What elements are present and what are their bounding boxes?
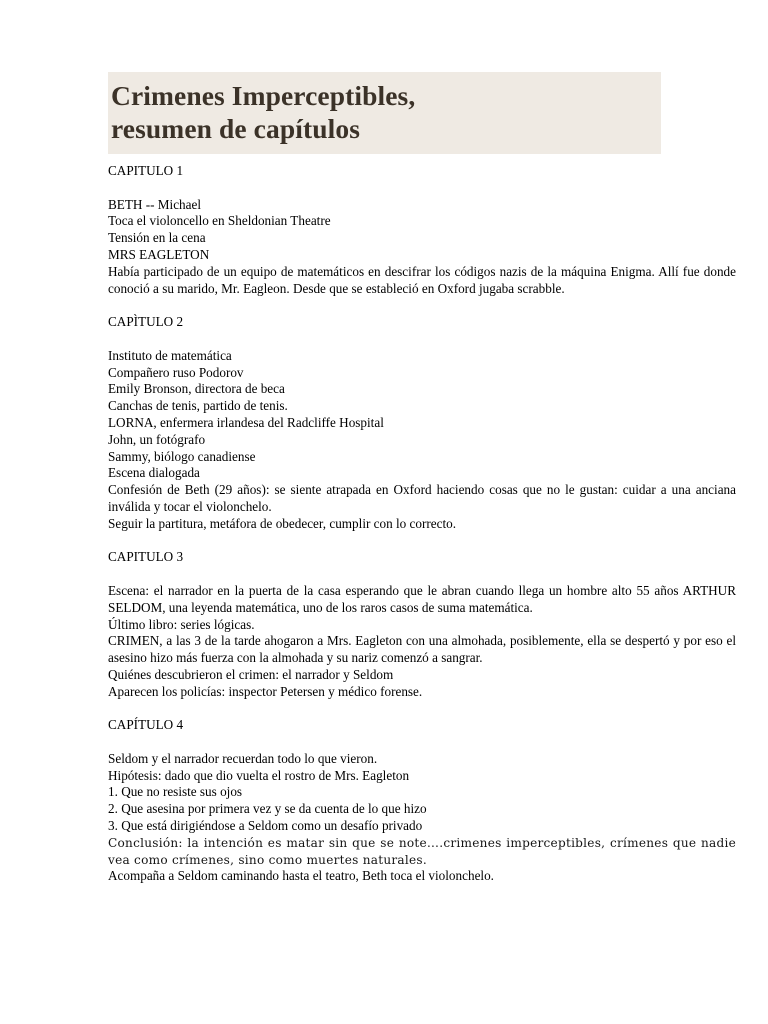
chapter-1-line-3: Tensión en la cena — [108, 230, 206, 246]
spacer — [108, 533, 736, 550]
chapter-3-line-1: Último libro: series lógicas. — [108, 616, 255, 632]
chapter-1-line-4: MRS EAGLETON — [108, 246, 210, 262]
spacer — [108, 566, 736, 583]
spacer — [108, 154, 736, 163]
chapter-2-line-2: Compañero ruso Podorov — [108, 364, 244, 380]
spacer — [108, 180, 736, 197]
chapter-4-line-4: 2. Que asesina por primera vez y se da cuenta de lo que hizo — [108, 801, 427, 817]
chapter-4-line-1: Seldom y el narrador recuerdan todo lo que vieron. — [108, 750, 378, 766]
chapter-2-line-3: Emily Bronson, directora de beca — [108, 381, 285, 397]
document-content — [108, 72, 736, 885]
spacer — [108, 701, 736, 718]
chapter-4-trailing-line-1: Acompaña a Seldom caminando hasta el teatro, Beth toca el violonchelo. — [108, 868, 494, 884]
chapter-3-trailing-line-2: Aparecen los policías: inspector Petersen y médico forense. — [108, 683, 423, 699]
title-line-2: resumen de capítulos — [111, 113, 361, 144]
chapter-2-line-1: Instituto de matemática — [108, 347, 232, 363]
chapter-3-paragraph-2: CRIMEN, a las 3 de la tarde ahogaron a Mrs. Eagleton con una almohada, posiblemente, ella se despertó y por eso el asesino hizo más fuerza con la almohada y su nariz comenzó a sangrar. — [108, 633, 736, 666]
chapter-3-paragraph-1: Escena: el narrador en la puerta de la casa esperando que le abran cuando llega un hombre alto 55 años ARTHUR SELDOM, una leyenda matemática, uno de los raros casos de suma matemática. — [108, 582, 736, 615]
chapter-2-line-4: Canchas de tenis, partido de tenis. — [108, 398, 288, 414]
spacer — [108, 297, 736, 314]
title-line-1: Crimenes Imperceptibles, — [111, 80, 416, 111]
chapter-4-line-3: 1. Que no resiste sus ojos — [108, 784, 243, 800]
chapter-2-trailing-line-1: Seguir la partitura, metáfora de obedecer, cumplir con lo correcto. — [108, 515, 457, 531]
chapter-2-paragraph: Confesión de Beth (29 años): se siente atrapada en Oxford haciendo cosas que no le gustan: cuidar a una anciana inválida y tocar el violonchelo. — [108, 482, 736, 514]
chapter-2-line-6: John, un fotógrafo — [108, 431, 206, 447]
chapter-heading-1: CAPITULO 1 — [108, 163, 184, 178]
chapter-1-paragraph: Había participado de un equipo de matemáticos en descifrar los códigos nazis de la máquina Enigma. Allí fue donde conoció a su marido, Mr. Eagleon. Desde que se estableció en Oxford jugaba scrabble. — [108, 263, 736, 296]
spacer — [108, 331, 736, 348]
chapter-4-line-5: 3. Que está dirigiéndose a Seldom como un desafío privado — [108, 818, 423, 834]
chapter-2-line-5: LORNA, enfermera irlandesa del Radcliffe Hospital — [108, 414, 384, 430]
chapter-heading-4: CAPÍTULO 4 — [108, 717, 184, 733]
chapter-2-line-7: Sammy, biólogo canadiense — [108, 448, 256, 464]
chapter-3-trailing-line-1: Quiénes descubrieron el crimen: el narrador y Seldom — [108, 666, 394, 682]
chapter-1-line-2: Toca el violoncello en Sheldonian Theatre — [108, 213, 331, 229]
chapter-2-line-8: Escena dialogada — [108, 465, 200, 481]
chapter-heading-3: CAPITULO 3 — [108, 549, 184, 565]
chapter-heading-2: CAPÌTULO 2 — [108, 314, 184, 330]
spacer — [108, 734, 736, 751]
document-title — [108, 72, 661, 154]
chapter-1-line-1: BETH -- Michael — [108, 196, 202, 212]
chapter-4-conclusion-paragraph: Conclusión: la intención es matar sin que se note….crimenes imperceptibles, crímenes que nadie vea como crímenes, sino como muertes naturales. — [108, 835, 736, 867]
chapter-4-line-2: Hipótesis: dado que dio vuelta el rostro de Mrs. Eagleton — [108, 767, 410, 783]
